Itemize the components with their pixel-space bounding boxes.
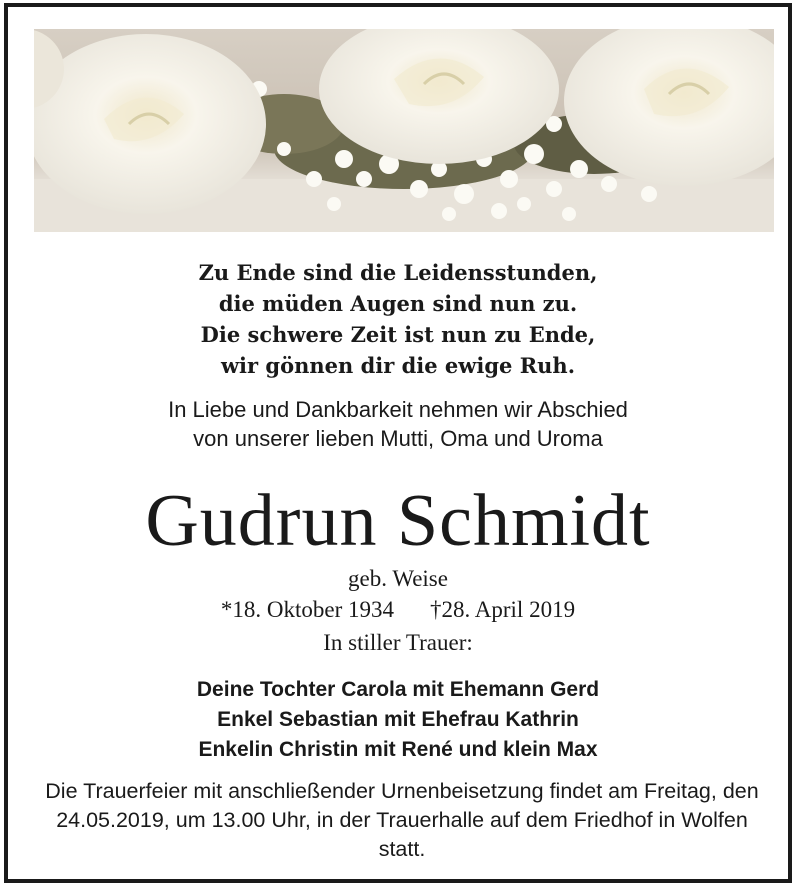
mourner-line: Enkelin Christin mit René und klein Max: [198, 738, 598, 761]
verse-line: die müden Augen sind nun zu.: [218, 291, 578, 316]
birth-date: *18. Oktober 1934: [220, 597, 395, 622]
rose-left: [34, 34, 266, 214]
mourners-list: [8, 675, 788, 765]
roses-photo: [34, 29, 774, 232]
mourning-label: In stiller Trauer:: [323, 630, 473, 655]
intro-line: von unserer lieben Mutti, Oma und Uroma: [193, 426, 603, 451]
deceased-name: Gudrun Schmidt: [145, 480, 651, 562]
life-dates: [8, 596, 788, 624]
verse-line: Die schwere Zeit ist nun zu Ende,: [200, 322, 596, 347]
funeral-notice: Die Trauerfeier mit anschließender Urnenbeisetzung findet am Freitag, den 24.05.2019, um 13.00 Uhr, in der Trauerhalle auf dem Friedhof in Wolfen statt.: [45, 779, 759, 861]
mourner-line: Deine Tochter Carola mit Ehemann Gerd: [196, 678, 600, 701]
farewell-intro: [8, 395, 788, 453]
roses-illustration: [34, 29, 774, 232]
death-date: †28. April 2019: [430, 597, 576, 622]
obituary-frame: [4, 3, 792, 883]
memorial-verse: [8, 257, 788, 381]
intro-line: In Liebe und Dankbarkeit nehmen wir Abschied: [168, 397, 628, 422]
mourner-line: Enkel Sebastian mit Ehefrau Kathrin: [217, 708, 579, 731]
verse-line: Zu Ende sind die Leidensstunden,: [198, 260, 598, 285]
verse-line: wir gönnen dir die ewige Ruh.: [220, 353, 576, 378]
birth-name: geb. Weise: [348, 566, 448, 591]
